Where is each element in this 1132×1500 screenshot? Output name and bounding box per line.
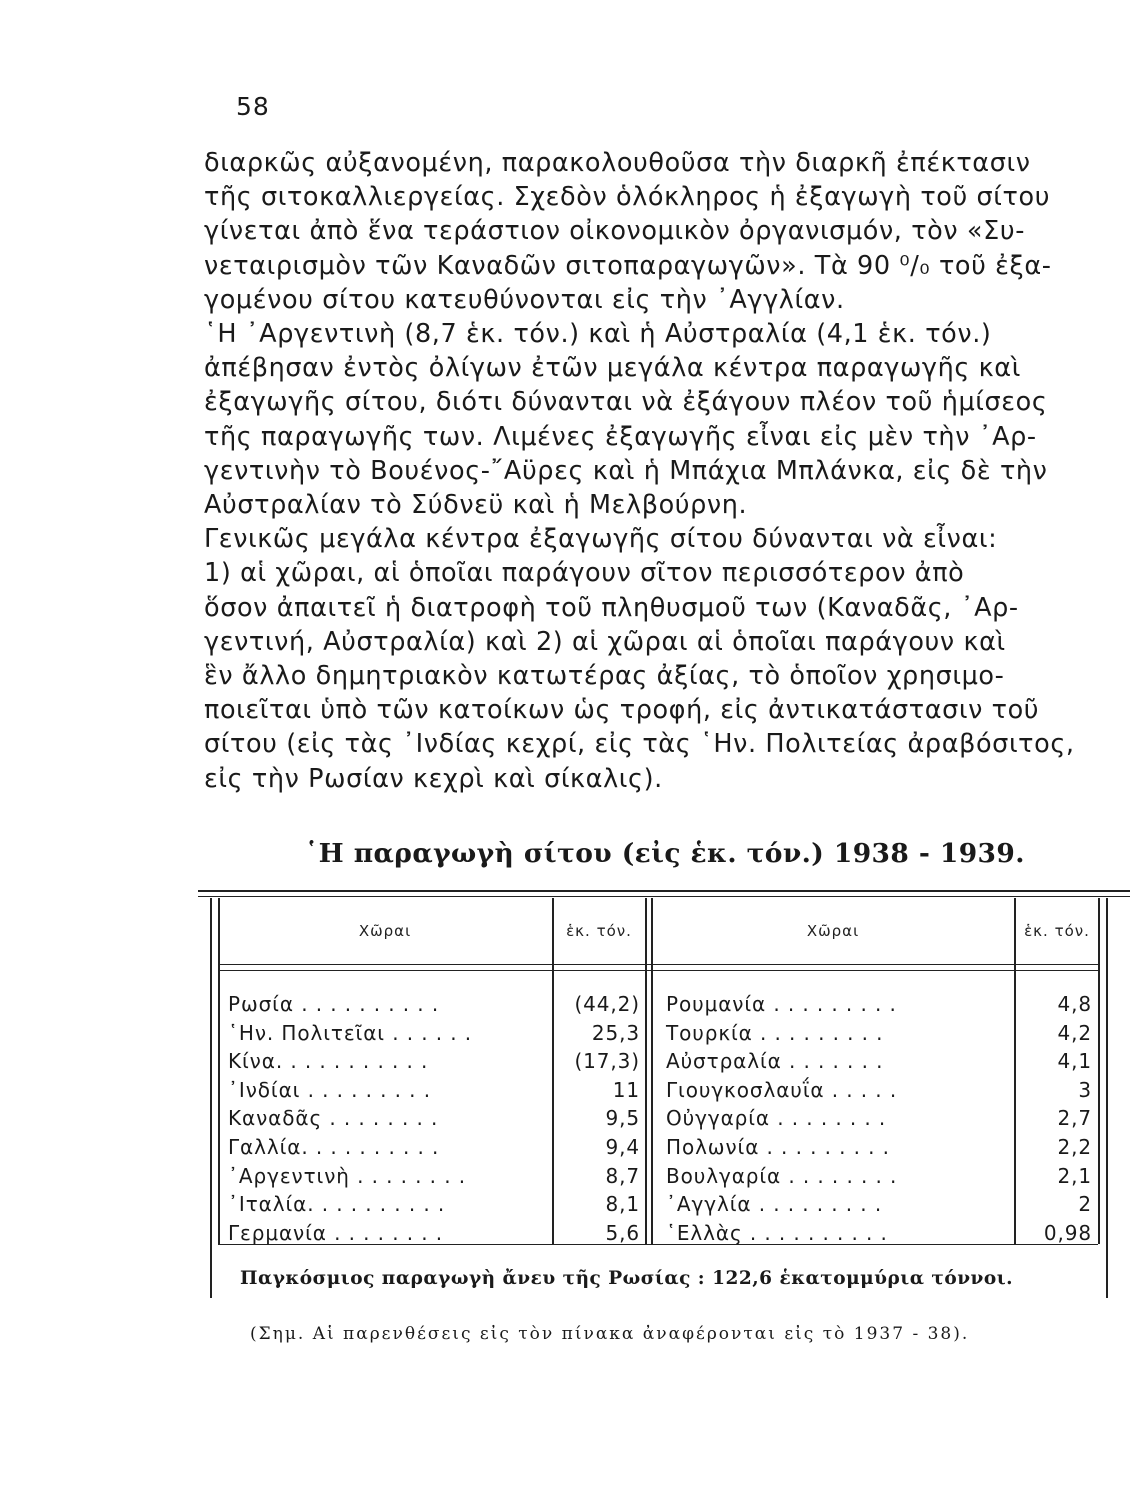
row-value: 4,1 (1057, 1049, 1092, 1074)
row-country: Αὐστραλία . . . . . . . (666, 1049, 884, 1074)
row-value: 4,2 (1057, 1020, 1092, 1045)
table-note: (Σημ. Αἱ παρενθέσεις εἰς τὸν πίνακα ἀναφέρονται εἰς τὸ 1937 - 38). (250, 1324, 970, 1344)
body-line: Γενικῶς μεγάλα κέντρα ἐξαγωγῆς σίτου δύνανται νὰ εἶναι: (204, 524, 998, 555)
row-value: 8,1 (605, 1192, 640, 1217)
left-rows (228, 990, 640, 1247)
row-country: ῾Ην. Πολιτεῖαι . . . . . . (228, 1020, 473, 1045)
row-country: Οὐγγαρία . . . . . . . . (666, 1106, 887, 1131)
row-country: Βουλγαρία . . . . . . . . (666, 1163, 898, 1188)
body-line: τῆς παραγωγῆς των. Λιμένες ἐξαγωγῆς εἶναι εἰς μὲν τὴν ᾿Αρ- (204, 421, 1037, 452)
table-right-inner-border (1098, 898, 1100, 1244)
row-country: Ρωσία . . . . . . . . . . (228, 992, 440, 1016)
row-country: Τουρκία . . . . . . . . . (666, 1020, 884, 1045)
table-row (666, 1104, 1092, 1133)
row-country: Κίνα. . . . . . . . . . . (228, 1049, 429, 1074)
row-country: Γιουγκοσλαυΐα . . . . . (666, 1077, 898, 1102)
row-country: Πολωνία . . . . . . . . . (666, 1134, 890, 1159)
body-line: ἀπέβησαν ἐντὸς ὀλίγων ἐτῶν μεγάλα κέντρα παραγωγῆς καὶ (204, 353, 1021, 384)
table-row (228, 1104, 640, 1133)
row-country: ῾Ελλὰς . . . . . . . . . . (666, 1220, 888, 1245)
row-value: 2,1 (1057, 1163, 1092, 1188)
table-row (228, 1162, 640, 1191)
table-row (666, 1047, 1092, 1076)
table-header-rule (218, 964, 1098, 965)
body-line: διαρκῶς αὐξανομένη, παρακολουθοῦσα τὴν διαρκῆ ἐπέκτασιν (204, 148, 1031, 178)
row-value: 25,3 (591, 1020, 640, 1045)
table-left-border (210, 898, 212, 1298)
row-value: 11 (612, 1077, 640, 1102)
body-line: Αὐστραλίαν τὸ Σύδνεϋ καὶ ἡ Μελβούρνη. (204, 490, 748, 521)
table-center-divider-b (651, 898, 653, 1244)
table-title: ῾Η παραγωγὴ σίτου (εἰς ἑκ. τόν.) 1938 - 1939. (305, 838, 1025, 869)
body-line: ἓν ἄλλο δημητριακὸν κατωτέρας ἀξίας, τὸ ὁποῖον χρησιμο- (204, 661, 1005, 692)
row-country: ᾿Ινδίαι . . . . . . . . . (228, 1077, 431, 1102)
body-line: ῾Η ᾿Αργεντινὴ (8,7 ἑκ. τόν.) καὶ ἡ Αὐστραλία (4,1 ἑκ. τόν.) (204, 319, 992, 350)
row-value: 0,98 (1043, 1220, 1092, 1245)
row-value: 9,4 (605, 1134, 640, 1159)
table-row (666, 1019, 1092, 1048)
row-country: ᾿Ιταλία. . . . . . . . . . (228, 1192, 446, 1217)
table-row (666, 1190, 1092, 1219)
body-line: νεταιρισμὸν τῶν Καναδῶν σιτοπαραγωγῶν». Τὰ 90 ⁰/₀ τοῦ ἐξα- (204, 250, 1052, 281)
row-country: Καναδᾶς . . . . . . . . (228, 1106, 439, 1131)
right-rows (666, 990, 1092, 1247)
table-row (666, 1133, 1092, 1162)
header-right-country: Χῶραι (806, 922, 860, 940)
table-row (228, 1133, 640, 1162)
table-top-rule-2 (198, 896, 1130, 897)
body-line: ὅσον ἀπαιτεῖ ἡ διατροφὴ τοῦ πληθυσμοῦ των (Καναδᾶς, ᾿Αρ- (204, 592, 1019, 623)
body-line: ἐξαγωγῆς σίτου, διότι δύνανται νὰ ἐξάγουν πλέον τοῦ ἡμίσεος (204, 387, 1048, 418)
row-value: (44,2) (574, 992, 640, 1016)
row-country: Ρουμανία . . . . . . . . . (666, 992, 897, 1016)
table-row (228, 990, 640, 1019)
row-country: ᾿Αργεντινὴ . . . . . . . . (228, 1163, 466, 1188)
row-country: Γαλλία. . . . . . . . . . (228, 1134, 440, 1159)
table-total: Παγκόσμιος παραγωγὴ ἄνευ τῆς Ρωσίας : 122,6 ἑκατομμύρια τόννοι. (240, 1268, 1014, 1289)
table-header-rule-2 (218, 970, 1098, 971)
table-top-rule (198, 890, 1130, 892)
table-row (666, 1162, 1092, 1191)
table-right-border (1106, 898, 1108, 1298)
body-text (204, 146, 1132, 796)
row-country: Γερμανία . . . . . . . . (228, 1220, 443, 1245)
table-row (228, 1076, 640, 1105)
table-row (228, 1047, 640, 1076)
body-line: εἰς τὴν Ρωσίαν κεχρὶ καὶ σίκαλις). (204, 763, 663, 794)
row-value: 2 (1078, 1192, 1092, 1217)
row-value: 2,7 (1057, 1106, 1092, 1131)
body-line: γομένου σίτου κατευθύνονται εἰς τὴν ᾿Αγγλίαν. (204, 284, 845, 315)
row-value: (17,3) (574, 1049, 640, 1074)
row-value: 2,2 (1057, 1134, 1092, 1159)
row-value: 5,6 (605, 1220, 640, 1245)
row-value: 9,5 (605, 1106, 640, 1131)
header-right-value: ἑκ. τόν. (1024, 922, 1090, 940)
table-row (666, 1076, 1092, 1105)
table-row (228, 1019, 640, 1048)
table-row (228, 1190, 640, 1219)
body-line: σίτου (εἰς τὰς ᾿Ινδίας κεχρί, εἰς τὰς ῾Ην. Πολιτείας ἀραβόσιτος, (204, 729, 1075, 760)
body-line: γίνεται ἀπὸ ἕνα τεράστιον οἰκονομικὸν ὀργανισμόν, τὸν «Συ- (204, 216, 1025, 247)
row-country: ᾿Αγγλία . . . . . . . . . (666, 1192, 883, 1217)
table-row (228, 1219, 640, 1248)
body-line: γεντινὴν τὸ Βουένος-῎Αϋρες καὶ ἡ Μπάχια Μπλάνκα, εἰς δὲ τὴν (204, 455, 1048, 486)
body-line: ποιεῖται ὑπὸ τῶν κατοίκων ὡς τροφή, εἰς ἀντικατάστασιν τοῦ (204, 695, 1040, 726)
body-line: γεντινή, Αὐστραλία) καὶ 2) αἱ χῶραι αἱ ὁποῖαι παράγουν καὶ (204, 626, 1006, 657)
table-row (666, 1219, 1092, 1248)
page-number: 58 (236, 92, 270, 121)
table-center-divider-a (645, 898, 647, 1244)
header-left-value: ἑκ. τόν. (566, 922, 632, 940)
table-left-inner-border (218, 898, 220, 1244)
body-line: 1) αἱ χῶραι, αἱ ὁποῖαι παράγουν σῖτον περισσότερον ἀπὸ (204, 558, 965, 589)
row-value: 8,7 (605, 1163, 640, 1188)
body-line: τῆς σιτοκαλλιεργείας. Σχεδὸν ὁλόκληρος ἡ ἐξαγωγὴ τοῦ σίτου (204, 182, 1051, 213)
header-left-country: Χῶραι (358, 922, 412, 940)
table-row (666, 990, 1092, 1019)
row-value: 4,8 (1057, 992, 1092, 1016)
row-value: 3 (1078, 1077, 1092, 1102)
